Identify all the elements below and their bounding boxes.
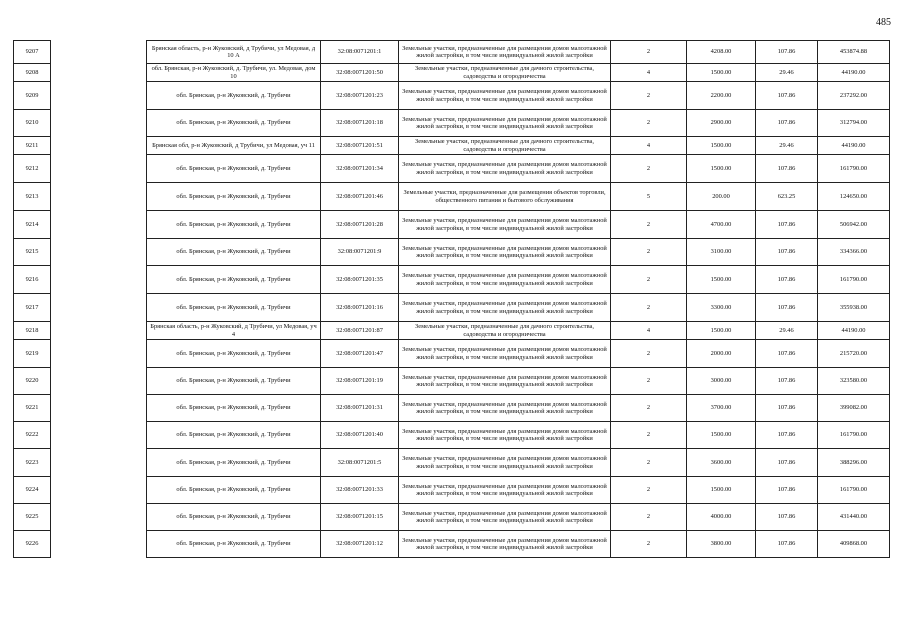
cadastral-value-cell: 44190.00 [818,64,890,82]
rate-cell: 107.86 [756,504,818,531]
table-row [14,504,890,531]
group-cell: 2 [611,449,687,477]
area-cell: 3100.00 [687,239,756,266]
row-number: 9219 [14,340,51,368]
rate-cell: 107.86 [756,211,818,239]
rate-cell: 107.86 [756,294,818,322]
empty-cell [51,340,147,368]
row-number: 9220 [14,368,51,395]
rate-cell: 107.86 [756,477,818,504]
cadastral-number-cell: 32:08:0071201:15 [321,504,399,531]
address-cell: обл. Брянская, р-н Жуковский, д. Трубичи [147,422,321,449]
area-cell: 3800.00 [687,531,756,558]
cadastral-value-cell: 409868.00 [818,531,890,558]
cadastral-value-cell: 161790.00 [818,266,890,294]
address-cell: обл. Брянская, р-н Жуковский, д. Трубичи [147,395,321,422]
row-number: 9209 [14,82,51,110]
rate-cell: 107.86 [756,422,818,449]
cadastral-value-cell: 237292.00 [818,82,890,110]
empty-cell [51,266,147,294]
address-cell: обл. Брянская, р-н Жуковский, д. Трубичи [147,294,321,322]
row-number: 9213 [14,183,51,211]
area-cell: 1500.00 [687,64,756,82]
cadastral-number-cell: 32:08:0071201:87 [321,322,399,340]
land-category-cell: Земельные участки, предназначенные для размещения домов малоэтажной жилой застройки, в том числе индивидуальной жилой застройки [399,449,611,477]
empty-cell [51,82,147,110]
group-cell: 2 [611,504,687,531]
rate-cell: 107.86 [756,449,818,477]
land-category-cell: Земельные участки, предназначенные для размещения домов малоэтажной жилой застройки, в том числе индивидуальной жилой застройки [399,395,611,422]
cadastral-value-cell: 453874.88 [818,41,890,64]
row-number: 9225 [14,504,51,531]
empty-cell [51,477,147,504]
empty-cell [51,322,147,340]
table-row [14,211,890,239]
land-category-cell: Земельные участки, предназначенные для размещения домов малоэтажной жилой застройки, в том числе индивидуальной жилой застройки [399,266,611,294]
cadastral-value-cell: 388296.00 [818,449,890,477]
table-row [14,110,890,137]
rate-cell: 29.46 [756,64,818,82]
land-category-cell: Земельные участки, предназначенные для размещения домов малоэтажной жилой застройки, в том числе индивидуальной жилой застройки [399,239,611,266]
cadastral-value-table [13,40,890,558]
empty-cell [51,294,147,322]
land-category-cell: Земельные участки, предназначенные для размещения объектов торговли, общественного питания и бытового обслуживания [399,183,611,211]
cadastral-value-cell: 161790.00 [818,422,890,449]
cadastral-number-cell: 32:08:0071201:31 [321,395,399,422]
land-category-cell: Земельные участки, предназначенные для размещения домов малоэтажной жилой застройки, в том числе индивидуальной жилой застройки [399,294,611,322]
group-cell: 2 [611,531,687,558]
area-cell: 3000.00 [687,368,756,395]
cadastral-number-cell: 32:08:0071201:35 [321,266,399,294]
land-category-cell: Земельные участки, предназначенные для дачного строительства, садоводства и огородничества [399,322,611,340]
row-number: 9215 [14,239,51,266]
land-category-cell: Земельные участки, предназначенные для размещения домов малоэтажной жилой застройки, в том числе индивидуальной жилой застройки [399,340,611,368]
table-row [14,137,890,155]
row-number: 9210 [14,110,51,137]
cadastral-number-cell: 32:08:0071201:1 [321,41,399,64]
rate-cell: 107.86 [756,155,818,183]
table-row [14,266,890,294]
cadastral-value-cell: 399082.00 [818,395,890,422]
land-category-cell: Земельные участки, предназначенные для размещения домов малоэтажной жилой застройки, в том числе индивидуальной жилой застройки [399,155,611,183]
area-cell: 200.00 [687,183,756,211]
empty-cell [51,531,147,558]
cadastral-value-cell: 312794.00 [818,110,890,137]
cadastral-value-cell: 124650.00 [818,183,890,211]
land-category-cell: Земельные участки, предназначенные для размещения домов малоэтажной жилой застройки, в том числе индивидуальной жилой застройки [399,41,611,64]
cadastral-number-cell: 32:08:0071201:51 [321,137,399,155]
table-row [14,322,890,340]
area-cell: 1500.00 [687,422,756,449]
land-category-cell: Земельные участки, предназначенные для размещения домов малоэтажной жилой застройки, в том числе индивидуальной жилой застройки [399,477,611,504]
group-cell: 2 [611,211,687,239]
cadastral-value-cell: 431440.00 [818,504,890,531]
table-row [14,294,890,322]
row-number: 9224 [14,477,51,504]
group-cell: 5 [611,183,687,211]
row-number: 9217 [14,294,51,322]
table-row [14,531,890,558]
empty-cell [51,368,147,395]
table-row [14,183,890,211]
area-cell: 4000.00 [687,504,756,531]
land-category-cell: Земельные участки, предназначенные для размещения домов малоэтажной жилой застройки, в том числе индивидуальной жилой застройки [399,368,611,395]
empty-cell [51,395,147,422]
empty-cell [51,504,147,531]
cadastral-number-cell: 32:08:0071201:40 [321,422,399,449]
empty-cell [51,239,147,266]
group-cell: 2 [611,422,687,449]
cadastral-value-cell: 506942.00 [818,211,890,239]
rate-cell: 29.46 [756,137,818,155]
cadastral-number-cell: 32:08:0071201:5 [321,449,399,477]
address-cell: обл. Брянская, р-н Жуковский, д. Трубичи [147,239,321,266]
row-number: 9223 [14,449,51,477]
group-cell: 2 [611,340,687,368]
address-cell: обл. Брянская, р-н Жуковский, д. Трубичи [147,340,321,368]
address-cell: обл. Брянская, р-н Жуковский, д. Трубичи [147,368,321,395]
table-row [14,395,890,422]
rate-cell: 107.86 [756,239,818,266]
empty-cell [51,422,147,449]
table-row [14,64,890,82]
address-cell: Брянская область, р-н Жуковский, д Трубичи, ул Медовая, уч 4 [147,322,321,340]
address-cell: обл. Брянская, р-н Жуковский, д. Трубичи [147,266,321,294]
address-cell: обл. Брянская, р-н Жуковский, д. Трубичи [147,110,321,137]
rate-cell: 29.46 [756,322,818,340]
group-cell: 2 [611,294,687,322]
address-cell: обл. Брянская, р-н Жуковский, д. Трубичи [147,183,321,211]
area-cell: 1500.00 [687,477,756,504]
group-cell: 4 [611,322,687,340]
rate-cell: 107.86 [756,266,818,294]
land-category-cell: Земельные участки, предназначенные для размещения домов малоэтажной жилой застройки, в том числе индивидуальной жилой застройки [399,211,611,239]
table-row [14,41,890,64]
land-category-cell: Земельные участки, предназначенные для размещения домов малоэтажной жилой застройки, в том числе индивидуальной жилой застройки [399,504,611,531]
group-cell: 2 [611,477,687,504]
table-row [14,477,890,504]
group-cell: 4 [611,64,687,82]
cadastral-value-cell: 44190.00 [818,137,890,155]
group-cell: 2 [611,395,687,422]
address-cell: обл. Брянская, р-н Жуковский, д. Трубичи [147,477,321,504]
rate-cell: 107.86 [756,340,818,368]
address-cell: Брянская обл, р-н Жуковский, д Трубичи, ул Медовая, уч 11 [147,137,321,155]
empty-cell [51,449,147,477]
area-cell: 4700.00 [687,211,756,239]
row-number: 9226 [14,531,51,558]
area-cell: 1500.00 [687,137,756,155]
rate-cell: 107.86 [756,531,818,558]
cadastral-number-cell: 32:08:0071201:19 [321,368,399,395]
empty-cell [51,183,147,211]
empty-cell [51,137,147,155]
group-cell: 2 [611,155,687,183]
table-body [14,41,890,558]
row-number: 9221 [14,395,51,422]
rate-cell: 623.25 [756,183,818,211]
group-cell: 2 [611,266,687,294]
table-row [14,239,890,266]
table-row [14,155,890,183]
row-number: 9216 [14,266,51,294]
address-cell: Брянская область, р-н Жуковский, д Трубичи, ул Медовая, д 10 А [147,41,321,64]
area-cell: 4208.00 [687,41,756,64]
group-cell: 2 [611,368,687,395]
land-category-cell: Земельные участки, предназначенные для размещения домов малоэтажной жилой застройки, в том числе индивидуальной жилой застройки [399,82,611,110]
table-row [14,340,890,368]
group-cell: 4 [611,137,687,155]
land-category-cell: Земельные участки, предназначенные для дачного строительства, садоводства и огородничества [399,64,611,82]
empty-cell [51,211,147,239]
cadastral-value-cell: 323580.00 [818,368,890,395]
cadastral-value-cell: 334366.00 [818,239,890,266]
table-row [14,449,890,477]
cadastral-value-cell: 161790.00 [818,477,890,504]
address-cell: обл. Брянская, р-н Жуковский, д. Трубичи [147,155,321,183]
cadastral-number-cell: 32:08:0071201:46 [321,183,399,211]
cadastral-number-cell: 32:08:0071201:18 [321,110,399,137]
address-cell: обл. Брянская, р-н Жуковский, д. Трубичи [147,531,321,558]
area-cell: 2900.00 [687,110,756,137]
address-cell: обл. Брянская, р-н Жуковский, д. Трубичи [147,449,321,477]
area-cell: 2200.00 [687,82,756,110]
area-cell: 3600.00 [687,449,756,477]
cadastral-number-cell: 32:08:0071201:23 [321,82,399,110]
rate-cell: 107.86 [756,110,818,137]
cadastral-number-cell: 32:08:0071201:12 [321,531,399,558]
cadastral-number-cell: 32:08:0071201:33 [321,477,399,504]
cadastral-number-cell: 32:08:0071201:28 [321,211,399,239]
area-cell: 1500.00 [687,322,756,340]
area-cell: 2000.00 [687,340,756,368]
address-cell: обл. Брянская, р-н Жуковский, д. Трубичи [147,211,321,239]
group-cell: 2 [611,239,687,266]
row-number: 9208 [14,64,51,82]
row-number: 9214 [14,211,51,239]
land-category-cell: Земельные участки, предназначенные для размещения домов малоэтажной жилой застройки, в том числе индивидуальной жилой застройки [399,422,611,449]
empty-cell [51,155,147,183]
empty-cell [51,110,147,137]
area-cell: 1500.00 [687,266,756,294]
land-category-cell: Земельные участки, предназначенные для дачного строительства, садоводства и огородничества [399,137,611,155]
table-row [14,82,890,110]
row-number: 9218 [14,322,51,340]
rate-cell: 107.86 [756,82,818,110]
cadastral-number-cell: 32:08:0071201:34 [321,155,399,183]
rate-cell: 107.86 [756,41,818,64]
address-cell: обл. Брянская, р-н Жуковский, д. Трубичи, ул. Медовая, дом 10 [147,64,321,82]
cadastral-number-cell: 32:08:0071201:9 [321,239,399,266]
cadastral-value-cell: 44190.00 [818,322,890,340]
address-cell: обл. Брянская, р-н Жуковский, д. Трубичи [147,82,321,110]
rate-cell: 107.86 [756,395,818,422]
land-category-cell: Земельные участки, предназначенные для размещения домов малоэтажной жилой застройки, в том числе индивидуальной жилой застройки [399,531,611,558]
rate-cell: 107.86 [756,368,818,395]
cadastral-number-cell: 32:08:0071201:47 [321,340,399,368]
row-number: 9211 [14,137,51,155]
cadastral-number-cell: 32:08:0071201:16 [321,294,399,322]
row-number: 9207 [14,41,51,64]
row-number: 9222 [14,422,51,449]
row-number: 9212 [14,155,51,183]
empty-cell [51,41,147,64]
area-cell: 1500.00 [687,155,756,183]
group-cell: 2 [611,110,687,137]
cadastral-number-cell: 32:08:0071201:50 [321,64,399,82]
cadastral-value-cell: 215720.00 [818,340,890,368]
land-category-cell: Земельные участки, предназначенные для размещения домов малоэтажной жилой застройки, в том числе индивидуальной жилой застройки [399,110,611,137]
group-cell: 2 [611,41,687,64]
area-cell: 3300.00 [687,294,756,322]
table-row [14,422,890,449]
cadastral-value-cell: 161790.00 [818,155,890,183]
address-cell: обл. Брянская, р-н Жуковский, д. Трубичи [147,504,321,531]
table-row [14,368,890,395]
group-cell: 2 [611,82,687,110]
cadastral-value-cell: 355938.00 [818,294,890,322]
empty-cell [51,64,147,82]
area-cell: 3700.00 [687,395,756,422]
page-number: 485 [876,17,891,28]
